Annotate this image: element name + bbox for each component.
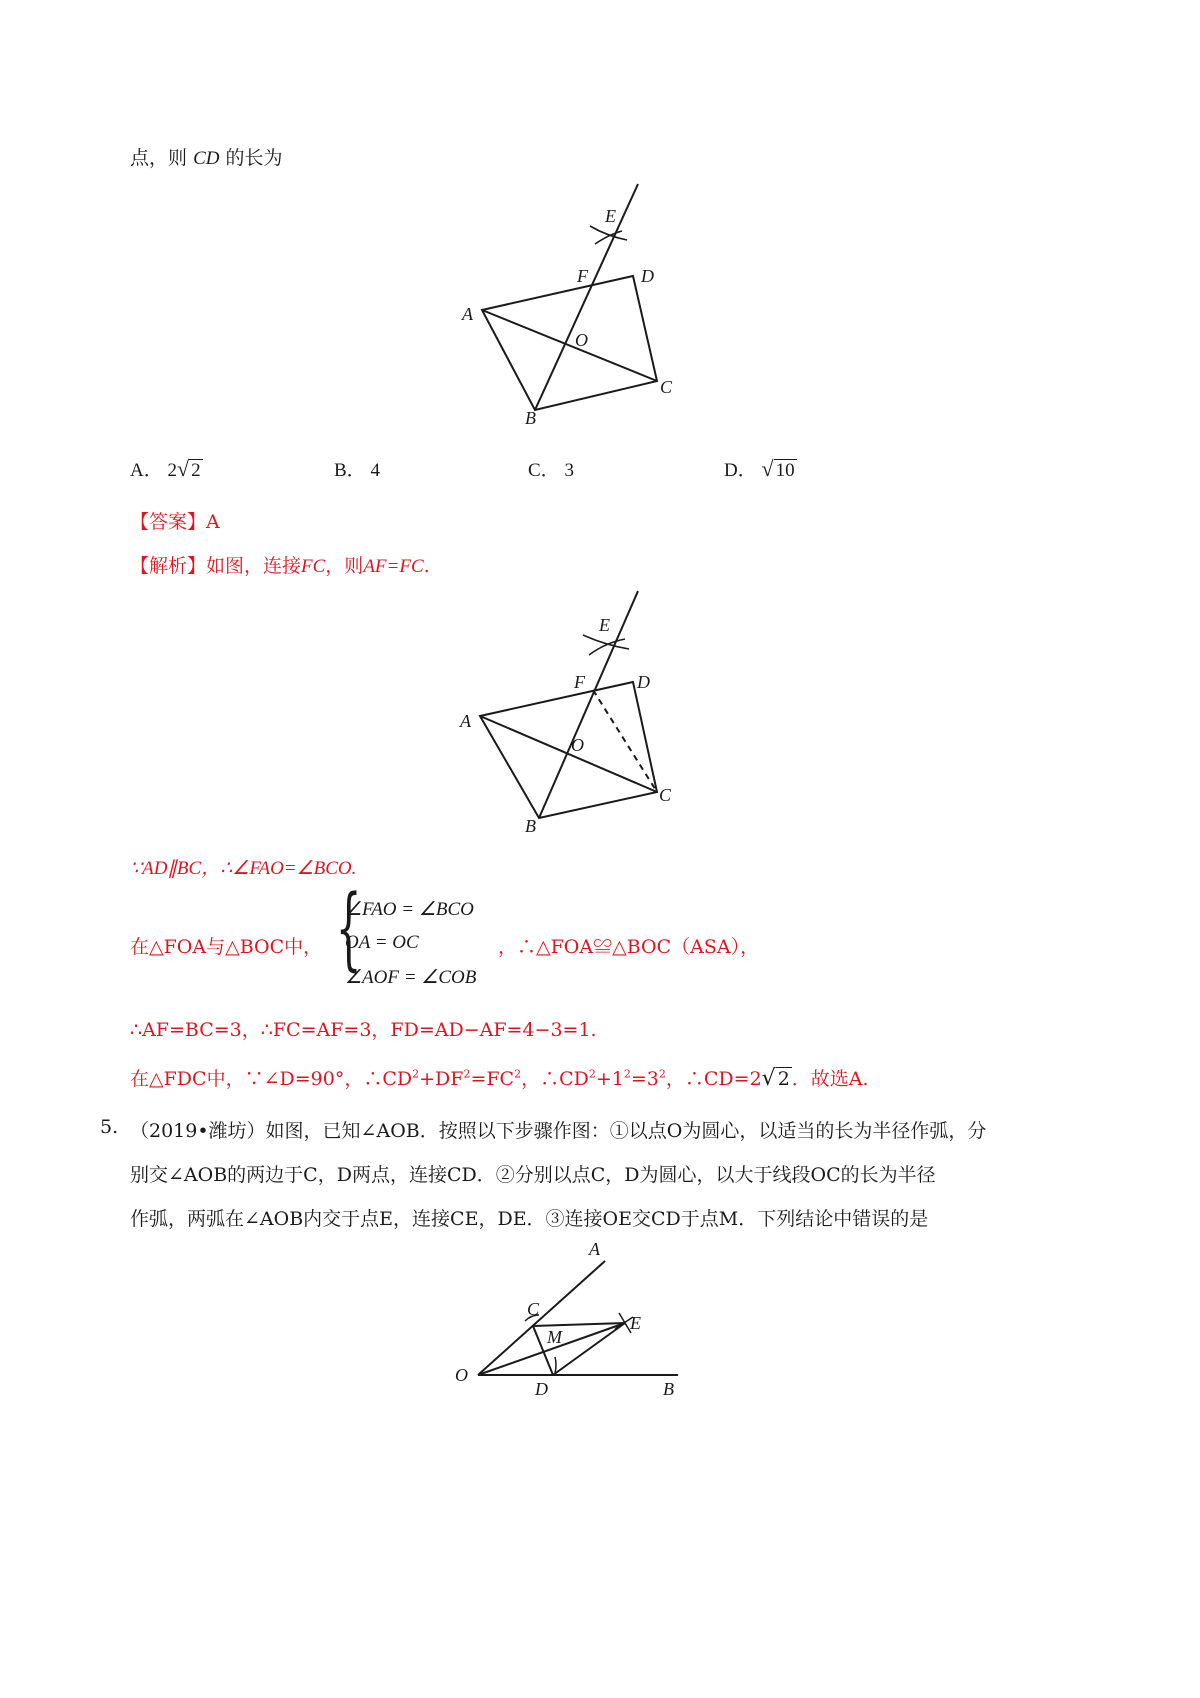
q5-line-1: （2019•潍坊）如图，已知∠AOB．按照以下步骤作图：①以点O为圆心，以适当的长为半径作弧，分 — [130, 1120, 987, 1142]
label-O: O — [455, 1365, 468, 1385]
square-exp: 2 — [623, 1067, 631, 1081]
step4-radicand: 2 — [777, 1068, 790, 1090]
square-exp: 2 — [514, 1067, 522, 1081]
option-d — [724, 455, 797, 482]
label-D: D — [641, 266, 654, 286]
option-d-radicand: 10 — [775, 460, 795, 481]
step-lengths: ∴AF=BC=3，∴FC=AF=3，FD=AD−AF=4−3=1. — [130, 1019, 597, 1041]
label-D: D — [637, 672, 650, 692]
label-O: O — [571, 735, 584, 755]
step4-part-f: =3 — [630, 1068, 659, 1090]
sqrt-symbol: √ 2 — [761, 1066, 790, 1091]
q5-line-3: 作弧，两弧在∠AOB内交于点E，连接CE，DE．③连接OE交CD于点M．下列结论中错误的是 — [130, 1208, 929, 1230]
question-tail — [130, 143, 283, 170]
geometry-figure-1 — [455, 178, 695, 438]
option-a — [130, 455, 203, 482]
option-b-letter: B． — [334, 460, 366, 481]
step4-part-e: +1 — [595, 1068, 624, 1090]
label-C: C — [659, 785, 672, 805]
label-F: F — [574, 672, 585, 692]
option-a-radicand: 2 — [191, 460, 201, 481]
label-E: E — [630, 1313, 641, 1333]
label-B: B — [663, 1379, 674, 1399]
analysis-end: . — [423, 555, 430, 577]
option-c-letter: C． — [528, 460, 560, 481]
label-D: D — [535, 1379, 548, 1399]
label-C: C — [527, 1299, 540, 1319]
analysis-head: 【解析】如图，连接 — [130, 555, 302, 577]
label-O: O — [575, 330, 588, 350]
option-a-letter: A． — [130, 460, 163, 481]
label-A: A — [460, 711, 471, 731]
label-M: M — [547, 1327, 562, 1347]
system-eq-3: ∠AOF = ∠COB — [345, 967, 477, 988]
question-tail-prefix: 点，则 — [130, 147, 188, 169]
label-A: A — [462, 304, 473, 324]
step4-part-g: ，∴CD=2 — [665, 1068, 762, 1090]
label-E: E — [605, 206, 616, 226]
option-a-coef: 2 — [167, 460, 177, 481]
question-tail-var: CD — [193, 148, 220, 169]
label-B: B — [525, 816, 536, 836]
step4-part-d: ，∴CD — [521, 1068, 589, 1090]
option-b-value: 4 — [370, 460, 380, 481]
geometry-figure-3 — [445, 1235, 695, 1405]
step4-part-b: +DF — [419, 1068, 464, 1090]
step4-part-a: 在△FDC中，∵∠D=90°，∴CD — [130, 1068, 413, 1090]
square-exp: 2 — [588, 1067, 596, 1081]
analysis-line — [130, 551, 430, 578]
question-tail-suffix: 的长为 — [225, 147, 283, 169]
square-exp: 2 — [658, 1067, 666, 1081]
square-exp: 2 — [463, 1067, 471, 1081]
system-brace: { — [335, 876, 362, 981]
label-C: C — [660, 377, 673, 397]
label-A: A — [589, 1239, 600, 1259]
analysis-eq: AF=FC — [363, 556, 424, 577]
option-b — [334, 455, 380, 482]
step-parallel: ∵AD∥BC，∴∠FAO=∠BCO. — [130, 858, 357, 879]
step4-part-c: =FC — [470, 1068, 515, 1090]
geometry-figure-2 — [455, 585, 695, 845]
analysis-mid: ，则 — [325, 555, 364, 577]
label-B: B — [525, 408, 536, 428]
sqrt-symbol: √ 2 — [176, 456, 201, 481]
label-E: E — [599, 615, 610, 635]
sqrt-symbol: √ 10 — [761, 456, 795, 481]
system-eq-2: OA = OC — [345, 932, 419, 953]
option-c-value: 3 — [564, 460, 574, 481]
square-exp: 2 — [412, 1067, 420, 1081]
option-c — [528, 455, 574, 482]
q5-line-2: 别交∠AOB的两边于C，D两点，连接CD．②分别以点C，D为圆心，以大于线段OC的长为半径 — [130, 1164, 936, 1186]
option-d-letter: D． — [724, 460, 757, 481]
step-congruence-suffix: ，∴△FOA≌△BOC（ASA）， — [498, 936, 760, 958]
answer-line: 【答案】A — [130, 511, 220, 533]
step-congruence-prefix: 在△FOA与△BOC中， — [130, 936, 323, 958]
analysis-var: FC — [301, 556, 326, 577]
step-pythagoras — [130, 1064, 869, 1091]
q5-number: 5. — [100, 1116, 119, 1138]
step4-part-h: ．故选A. — [791, 1068, 869, 1090]
system-eq-1: ∠FAO = ∠BCO — [345, 899, 474, 920]
label-F: F — [577, 266, 588, 286]
